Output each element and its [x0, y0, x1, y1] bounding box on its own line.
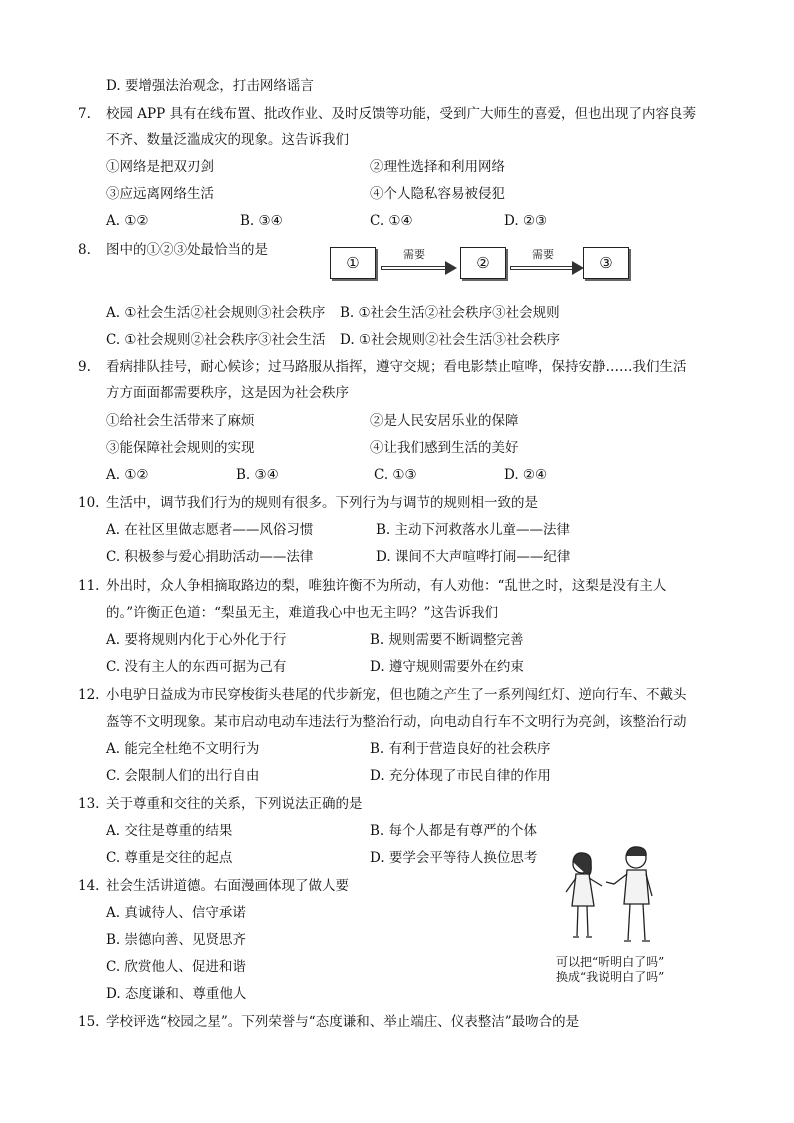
q13-number: 13.	[78, 796, 100, 812]
q9-stem-line1: 看病排队挂号，耐心候诊；过马路服从指挥，遵守交规；看电影禁止喧哗，保持安静……我们生活	[106, 359, 687, 375]
q14-cartoon-caption-1: 可以把“听明白了吗”	[556, 955, 665, 969]
q12-option-d[interactable]: D. 充分体现了市民自律的作用	[370, 768, 551, 784]
q12-number: 12.	[78, 687, 100, 703]
q9-statement-2: ②是人民安居乐业的保障	[370, 413, 519, 429]
q12-option-a[interactable]: A. 能完全杜绝不文明行为	[106, 741, 260, 757]
q7-option-a[interactable]: A. ①②	[106, 213, 149, 229]
q8-number: 8.	[78, 242, 91, 258]
q14-stem: 社会生活讲道德。右面漫画体现了做人要	[106, 878, 349, 894]
q13-option-b[interactable]: B. 每个人都是有尊严的个体	[370, 823, 538, 839]
q10-option-d[interactable]: D. 课间不大声喧哗打闹——纪律	[376, 549, 571, 565]
q11-option-c[interactable]: C. 没有主人的东西可据为己有	[106, 659, 287, 675]
q14-cartoon-caption-2: 换成“我说明白了吗”	[556, 970, 665, 984]
q9-option-b[interactable]: B. ③④	[236, 467, 279, 483]
q8-option-a[interactable]: A. ①社会生活②社会规则③社会秩序	[106, 305, 326, 321]
q12-stem-line1: 小电驴日益成为市民穿梭街头巷尾的代步新宠，但也随之产生了一系列闯红灯、逆向行车、不戴头	[106, 687, 687, 703]
q9-statement-4: ④让我们感到生活的美好	[370, 440, 519, 456]
q8-box-2: ②	[460, 247, 506, 279]
q11-stem-line2: 的。”许衡正色道：“梨虽无主，难道我心中也无主吗？”这告诉我们	[106, 605, 498, 621]
q9-statement-1: ①给社会生活带来了麻烦	[106, 413, 255, 429]
q15-number: 15.	[78, 1014, 100, 1030]
q14-cartoon	[556, 840, 686, 960]
q14-number: 14.	[78, 878, 100, 894]
q14-option-c[interactable]: C. 欣赏他人、促进和谐	[106, 959, 246, 975]
q7-number: 7.	[78, 106, 91, 122]
q15-stem: 学校评选“校园之星”。下列荣誉与“态度谦和、举止端庄、仪表整洁”最吻合的是	[106, 1014, 580, 1030]
q8-option-c[interactable]: C. ①社会规则②社会秩序③社会生活	[106, 332, 326, 348]
q9-number: 9.	[78, 359, 91, 375]
q9-option-c[interactable]: C. ①③	[374, 467, 417, 483]
q8-arrow-2	[510, 264, 586, 272]
q8-arrow-1	[381, 264, 457, 272]
q12-stem-line2: 盔等不文明现象。某市启动电动车违法行为整治行动，向电动自行车不文明行为亮剑，该整治行动	[106, 714, 687, 730]
q7-stem-line1: 校园 APP 具有在线布置、批改作业、及时反馈等功能，受到广大师生的喜爱，但也出现了内容良莠	[106, 106, 696, 122]
q11-number: 11.	[78, 578, 100, 594]
q8-box-1: ①	[330, 247, 376, 279]
q10-option-b[interactable]: B. 主动下河救落水儿童——法律	[376, 522, 571, 538]
q9-option-a[interactable]: A. ①②	[106, 467, 149, 483]
q8-option-b[interactable]: B. ①社会生活②社会秩序③社会规则	[340, 305, 560, 321]
q8-arrow-1-label: 需要	[403, 248, 425, 261]
q10-number: 10.	[78, 495, 100, 511]
q11-stem-line1: 外出时，众人争相摘取路边的梨，唯独许衡不为所动，有人劝他：“乱世之时，这梨是没有主人	[106, 578, 667, 594]
q12-option-c[interactable]: C. 会限制人们的出行自由	[106, 768, 260, 784]
q6-option-d[interactable]: D. 要增强法治观念，打击网络谣言	[106, 78, 314, 94]
q14-option-b[interactable]: B. 崇德向善、见贤思齐	[106, 932, 247, 948]
q8-option-d[interactable]: D. ①社会规则②社会生活③社会秩序	[340, 332, 561, 348]
q7-option-d[interactable]: D. ②③	[504, 213, 548, 229]
q13-option-c[interactable]: C. 尊重是交往的起点	[106, 850, 233, 866]
q7-option-b[interactable]: B. ③④	[240, 213, 283, 229]
q11-option-a[interactable]: A. 要将规则内化于心外化于行	[106, 632, 287, 648]
q8-box-3: ③	[583, 247, 629, 279]
q8-stem: 图中的①②③处最恰当的是	[106, 242, 268, 258]
q10-option-a[interactable]: A. 在社区里做志愿者——风俗习惯	[106, 522, 314, 538]
q7-statement-3: ③应远离网络生活	[106, 186, 214, 202]
q7-statement-1: ①网络是把双刃剑	[106, 159, 214, 175]
q13-option-a[interactable]: A. 交往是尊重的结果	[106, 823, 233, 839]
q13-option-d[interactable]: D. 要学会平等待人换位思考	[370, 850, 538, 866]
q7-option-c[interactable]: C. ①④	[370, 213, 413, 229]
q12-option-b[interactable]: B. 有利于营造良好的社会秩序	[370, 741, 551, 757]
q13-stem: 关于尊重和交往的关系，下列说法正确的是	[106, 796, 363, 812]
q9-stem-line2: 方方面面都需要秩序，这是因为社会秩序	[106, 385, 349, 401]
q7-statement-2: ②理性选择和利用网络	[370, 159, 505, 175]
q7-statement-4: ④个人隐私容易被侵犯	[370, 186, 505, 202]
q14-option-d[interactable]: D. 态度谦和、尊重他人	[106, 986, 247, 1002]
q10-stem: 生活中，调节我们行为的规则有很多。下列行为与调节的规则相一致的是	[106, 495, 538, 511]
q7-stem-line2: 不齐、数量泛滥成灾的现象。这告诉我们	[106, 132, 349, 148]
q14-option-a[interactable]: A. 真诚待人、信守承诺	[106, 905, 246, 921]
q11-option-b[interactable]: B. 规则需要不断调整完善	[370, 632, 524, 648]
q9-statement-3: ③能保障社会规则的实现	[106, 440, 255, 456]
q10-option-c[interactable]: C. 积极参与爱心捐助活动——法律	[106, 549, 314, 565]
q8-arrow-2-label: 需要	[532, 248, 554, 261]
q11-option-d[interactable]: D. 遵守规则需要外在约束	[370, 659, 524, 675]
cartoon-two-people-icon	[556, 840, 686, 960]
q9-option-d[interactable]: D. ②④	[504, 467, 548, 483]
